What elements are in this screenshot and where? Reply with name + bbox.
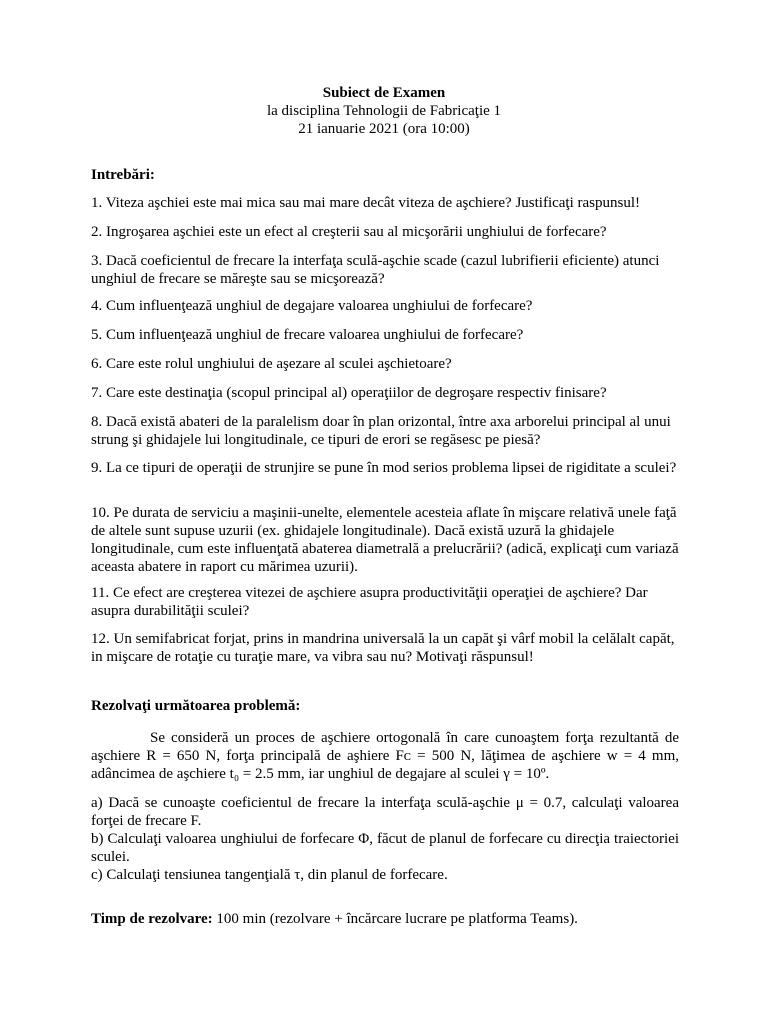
question-3: 3. Dacă coeficientul de frecare la interfaţa sculă-aşchie scade (cazul lubrifierii eficiente) atunci unghiul de frecare se măreşte sau se micşorează? [91,253,660,287]
time-limit-value: 100 min (rezolvare + încărcare lucrare pe platforma Teams). [216,911,578,927]
question-9: 9. La ce tipuri de operaţii de strunjire se pune în mod serios problema lipsei de rigiditate a sculei? [91,460,677,476]
exam-date: 21 ianuarie 2021 (ora 10:00) [298,121,470,137]
question-1: 1. Viteza aşchiei este mai mica sau mai mare decât viteza de aşchiere? Justificaţi raspunsul! [91,195,641,211]
problem-heading: Rezolvaţi următoarea problemă: [91,698,301,714]
questions-heading: Intrebări: [91,167,155,183]
problem-part-b: b) Calculaţi valoarea unghiului de forfecare Φ, făcut de planul de forfecare cu direcţia traiectoriei sculei. [91,831,679,865]
question-5: 5. Cum influenţează unghiul de frecare valoarea unghiului de forfecare? [91,327,524,343]
question-11: 11. Ce efect are creşterea vitezei de aşchiere asupra productivităţii operaţiei de aşchiere? Dar asupra durabilităţii sculei? [91,585,648,619]
problem-statement: Se consideră un proces de aşchiere ortogonală în care cunoaştem forţa rezultantă de aşchiere R = 650 N, forţa principală de aşhiere Fᴄ = 500 N, lăţimea de aşchiere w = 4 mm, adâncimea de aşchiere t₀ = 2.5 mm, iar unghiul de degajare al sculei γ = 10º. [91,730,679,782]
time-limit [91,910,578,928]
question-4: 4. Cum influenţează unghiul de degajare valoarea unghiului de forfecare? [91,298,533,314]
question-12: 12. Un semifabricat forjat, prins in mandrina universală la un capăt şi vârf mobil la celălalt capăt, in mişcare de rotaţie cu turaţie mare, va vibra sau nu? Motivaţi răspunsul! [91,631,675,665]
question-10: 10. Pe durata de serviciu a maşinii-unelte, elementele acesteia aflate în mişcare relativă unele faţă de altele sunt supuse uzurii (ex. ghidajele longitudinale). Dacă există uzură la ghidajele longitudinale, cum este influenţată abaterea diametrală a prelucrării? (adică, explicaţi cum variază aceasta abatere in raport cu mărimea uzurii). [91,505,679,575]
exam-header [0,84,768,138]
problem-parts [91,794,679,884]
exam-title: Subiect de Examen [322,85,446,101]
question-7: 7. Care este destinaţia (scopul principal al) operaţiilor de degroşare respectiv finisare? [91,385,607,401]
question-2: 2. Ingroşarea aşchiei este un efect al creşterii sau al micşorării unghiului de forfecare? [91,224,607,240]
problem-part-a: a) Dacă se cunoaşte coeficientul de frecare la interfaţa sculă-aşchie μ = 0.7, calculaţi valoarea forţei de frecare F. [91,795,679,829]
question-6: 6. Care este rolul unghiului de aşezare al sculei aşchietoare? [91,356,452,372]
question-8: 8. Dacă există abateri de la paralelism doar în plan orizontal, între axa arborelui principal al unui strung şi ghidajele lui longitudinale, ce tipuri de erori se regăsesc pe piesă? [91,414,671,448]
problem-part-c: c) Calculaţi tensiunea tangenţială τ, din planul de forfecare. [91,867,448,883]
time-limit-label: Timp de rezolvare: [91,911,213,927]
exam-discipline: la disciplina Tehnologii de Fabricaţie 1 [266,103,502,119]
